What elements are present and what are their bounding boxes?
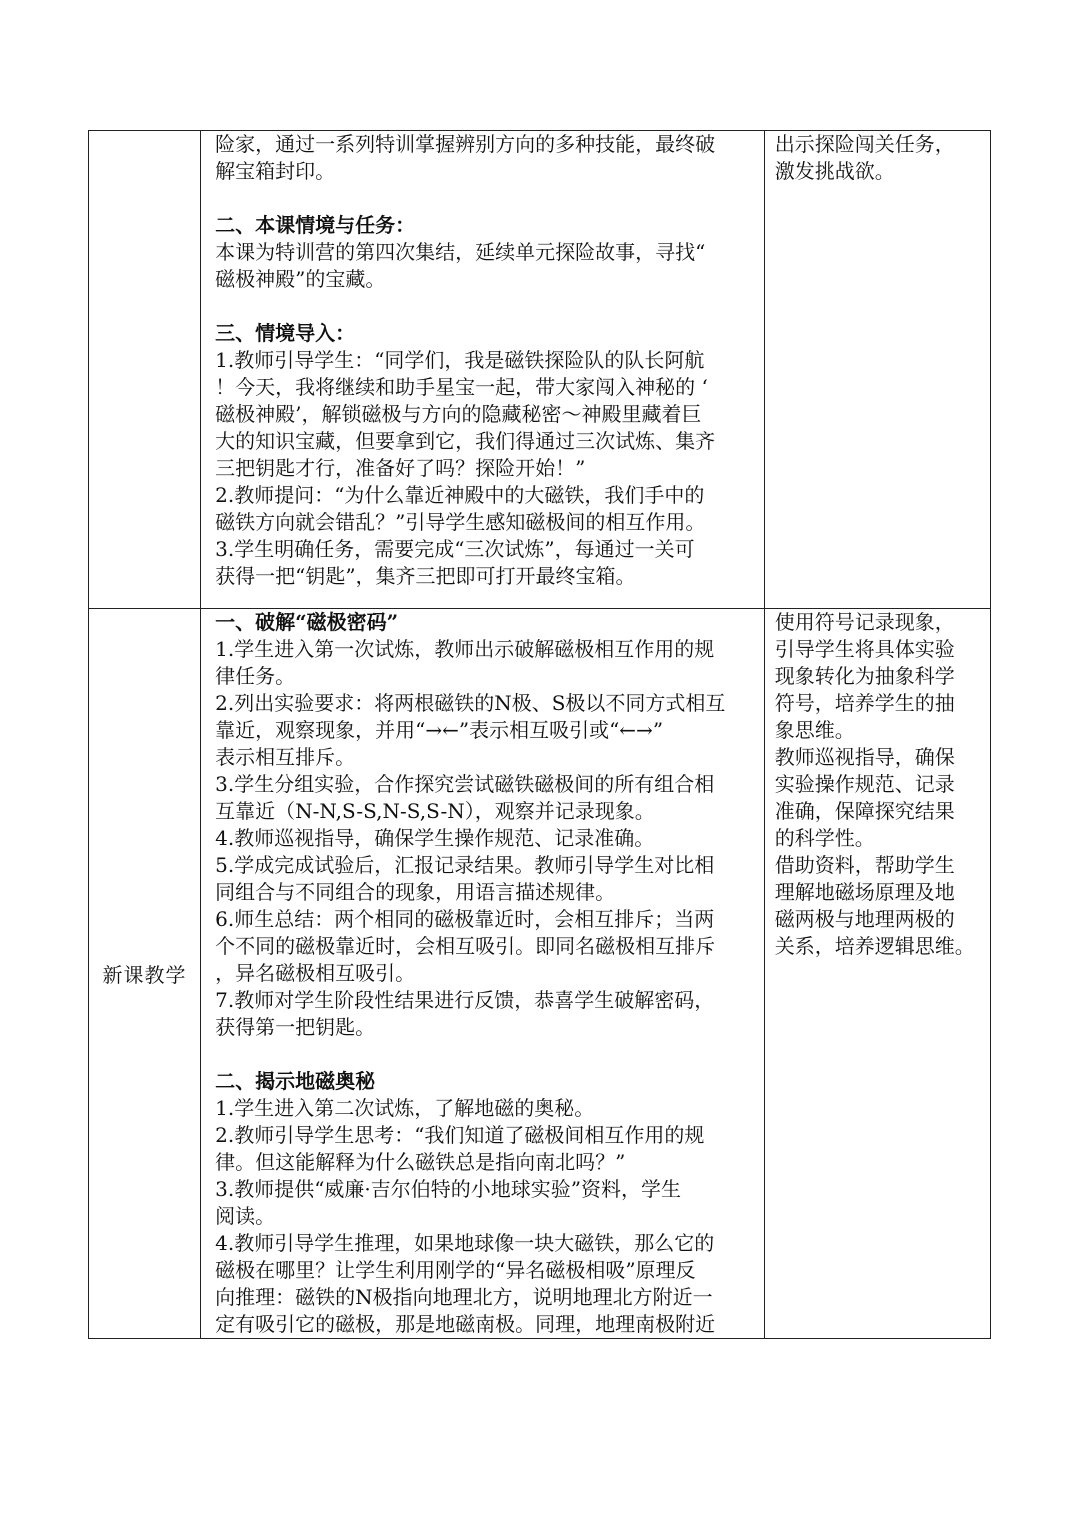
table-row-new-lesson <box>89 609 991 1339</box>
note-line: 符号，培养学生的抽 <box>774 691 955 715</box>
stage-label: 新课教学 <box>102 963 187 987</box>
text-line: 4.教师巡视指导，确保学生操作规范、记录准确。 <box>215 826 655 850</box>
section-heading: 二、揭示地磁奥秘 <box>215 1069 376 1093</box>
text-line: 4.教师引导学生推理，如果地球像一块大磁铁，那么它的 <box>215 1231 715 1255</box>
activity-content <box>201 609 764 1338</box>
text-line: 大的知识宝藏，但要拿到它，我们得通过三次试炼、集齐 <box>215 429 716 453</box>
note-line: 引导学生将具体实验 <box>774 637 955 661</box>
activity-cell <box>201 131 765 609</box>
text-line: 3.学生分组实验，合作探究尝试磁铁磁极间的所有组合相 <box>215 772 715 796</box>
text-line: 3.学生明确任务，需要完成“三次试炼”，每通过一关可 <box>215 537 695 561</box>
text-line: 险家，通过一系列特训掌握辨别方向的多种技能，最终破 <box>215 132 716 156</box>
note-line: 教师巡视指导，确保 <box>774 745 955 769</box>
text-line: 三把钥匙才行，准备好了吗？探险开始！” <box>215 456 586 480</box>
text-line: 5.学成完成试验后，汇报记录结果。教师引导学生对比相 <box>215 853 715 877</box>
text-line: 磁极神殿”的宝藏。 <box>215 267 386 291</box>
activity-cell <box>201 609 765 1339</box>
text-line: ，异名磁极相互吸引。 <box>215 961 416 985</box>
note-line: 象思维。 <box>774 718 855 742</box>
note-line: 理解地磁场原理及地 <box>774 880 955 904</box>
note-line: 使用符号记录现象， <box>774 610 955 634</box>
design-intent-content <box>765 609 990 960</box>
note-line: 现象转化为抽象科学 <box>774 664 955 688</box>
text-line: 互靠近（N-N,S-S,N-S,S-N），观察并记录现象。 <box>215 799 655 823</box>
note-line: 磁两极与地理两极的 <box>774 907 955 931</box>
text-line: 7.教师对学生阶段性结果进行反馈，恭喜学生破解密码， <box>215 988 715 1012</box>
note-line: 的科学性。 <box>774 826 875 850</box>
text-line: 律任务。 <box>215 664 296 688</box>
text-line: 本课为特训营的第四次集结，延续单元探险故事，寻找“ <box>215 240 706 264</box>
text-line: 表示相互排斥。 <box>215 745 356 769</box>
text-line: 同组合与不同组合的现象，用语言描述规律。 <box>215 880 616 904</box>
text-line: 律。但这能解释为什么磁铁总是指向南北吗？” <box>215 1150 626 1174</box>
text-line: 1.教师引导学生：“同学们，我是磁铁探险队的队长阿航 <box>215 348 705 372</box>
note-line: 实验操作规范、记录 <box>774 772 955 796</box>
text-line: 磁铁方向就会错乱？”引导学生感知磁极间的相互作用。 <box>215 510 706 534</box>
section-heading: 二、本课情境与任务： <box>215 213 416 237</box>
design-intent-cell <box>764 609 990 1339</box>
note-line: 准确，保障探究结果 <box>774 799 955 823</box>
text-line: ！今天，我将继续和助手星宝一起，带大家闯入神秘的 ‘ <box>215 375 708 399</box>
text-line: 获得一把“钥匙”，集齐三把即可打开最终宝箱。 <box>215 564 636 588</box>
stage-label-cell <box>89 609 201 1339</box>
text-line: 2.教师提问：“为什么靠近神殿中的大磁铁，我们手中的 <box>215 483 705 507</box>
text-line: 6.师生总结：两个相同的磁极靠近时，会相互排斥；当两 <box>215 907 715 931</box>
note-line: 关系，培养逻辑思维。 <box>774 934 975 958</box>
design-intent-content <box>765 131 990 185</box>
text-line: 定有吸引它的磁极，那是地磁南极。同理，地理南极附近 <box>215 1312 716 1336</box>
note-line: 激发挑战欲。 <box>774 159 895 183</box>
text-line: 磁极在哪里？让学生利用刚学的“异名磁极相吸”原理反 <box>215 1258 696 1282</box>
text-line: 2.列出实验要求：将两根磁铁的N极、S极以不同方式相互 <box>215 691 726 715</box>
section-heading: 三、情境导入： <box>215 321 356 345</box>
stage-label-cell <box>89 131 201 609</box>
note-line: 出示探险闯关任务， <box>774 132 955 156</box>
text-line: 解宝箱封印。 <box>215 159 336 183</box>
activity-content <box>201 131 764 590</box>
design-intent-cell <box>764 131 990 609</box>
lesson-plan-table <box>88 130 991 1339</box>
section-heading: 一、破解“磁极密码” <box>215 610 399 634</box>
text-line: 向推理：磁铁的N极指向地理北方，说明地理北方附近一 <box>215 1285 713 1309</box>
text-line: 个不同的磁极靠近时，会相互吸引。即同名磁极相互排斥 <box>215 934 716 958</box>
note-line: 借助资料，帮助学生 <box>774 853 955 877</box>
text-line: 2.教师引导学生思考：“我们知道了磁极间相互作用的规 <box>215 1123 705 1147</box>
text-line: 3.教师提供“威廉·吉尔伯特的小地球实验”资料，学生 <box>215 1177 681 1201</box>
text-line: 获得第一把钥匙。 <box>215 1015 376 1039</box>
text-line: 阅读。 <box>215 1204 276 1228</box>
text-line: 1.学生进入第一次试炼，教师出示破解磁极相互作用的规 <box>215 637 715 661</box>
table-row-intro <box>89 131 991 609</box>
text-line: 靠近，观察现象，并用“→←”表示相互吸引或“←→” <box>215 718 664 742</box>
text-line: 1.学生进入第二次试炼，了解地磁的奥秘。 <box>215 1096 595 1120</box>
text-line: 磁极神殿’，解锁磁极与方向的隐藏秘密～神殿里藏着巨 <box>215 402 702 426</box>
